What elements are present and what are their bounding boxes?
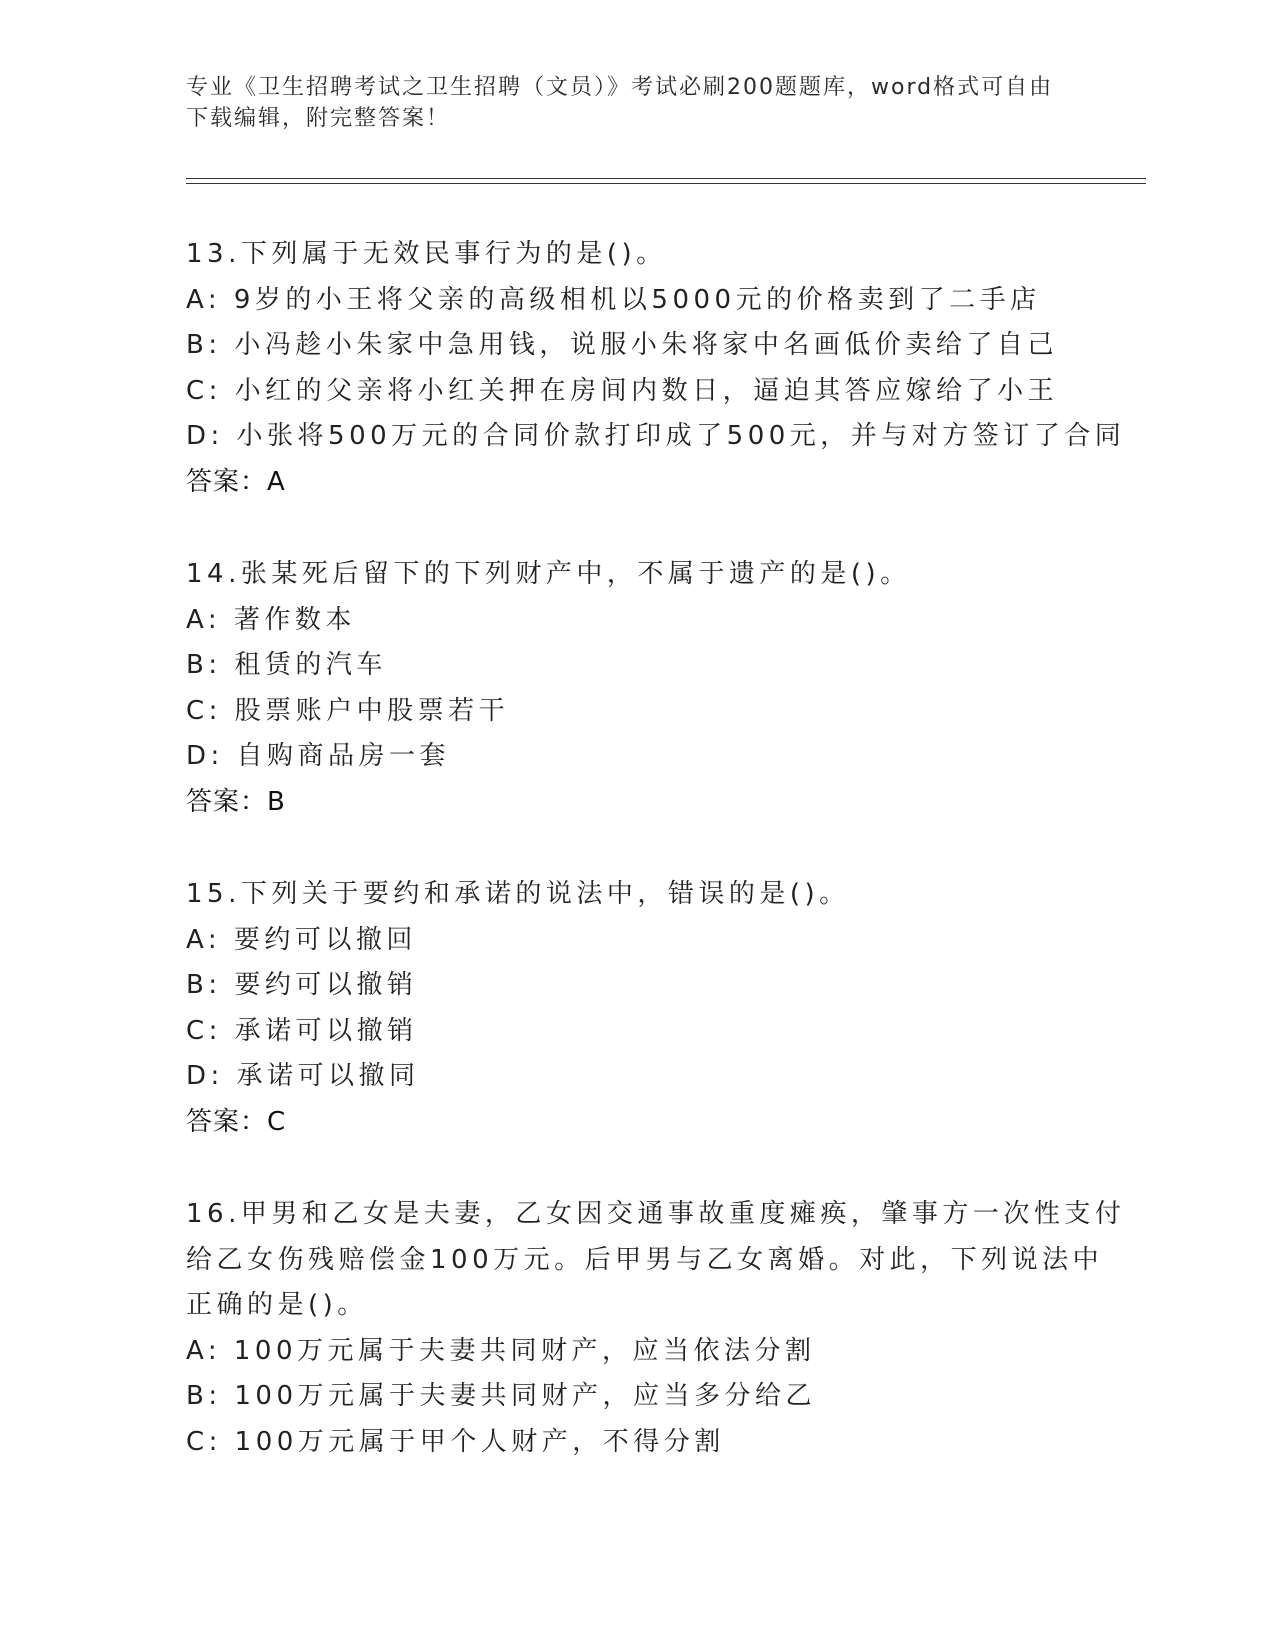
question-stem-line-3: 正确的是()。	[186, 1290, 368, 1320]
option-b: B: 租赁的汽车	[186, 650, 387, 680]
option-d: D: 承诺可以撤同	[186, 1061, 420, 1091]
answer: 答案：C	[186, 1106, 287, 1137]
option-d: D: 小张将500万元的合同价款打印成了500元，并与对方签订了合同	[186, 421, 1126, 451]
option-c: C: 承诺可以撤销	[186, 1015, 418, 1046]
answer: 答案：A	[186, 466, 286, 497]
option-b: B: 100万元属于夫妻共同财产，应当多分给乙	[186, 1381, 816, 1411]
document-intro: 专业《卫生招聘考试之卫生招聘（文员）》考试必刷200题题库，word格式可自由下载编辑，附完整答案！	[186, 75, 1054, 131]
header-divider-top	[186, 178, 1146, 179]
question-stem-line-2: 给乙女伤残赔偿金100万元。后甲男与乙女离婚。对此，下列说法中	[186, 1244, 1104, 1275]
question-stem: 13.下列属于无效民事行为的是()。	[186, 239, 667, 269]
option-a: A: 要约可以撤回	[186, 924, 417, 955]
option-a: A: 100万元属于夫妻共同财产，应当依法分割	[186, 1335, 816, 1366]
option-c: C: 股票账户中股票若干	[186, 695, 510, 726]
question-stem-line-1: 16.甲男和乙女是夫妻，乙女因交通事故重度瘫痪，肇事方一次性支付	[186, 1199, 1126, 1229]
header-divider-bottom	[186, 183, 1146, 184]
option-a: A: 著作数本	[186, 604, 356, 635]
answer: 答案：B	[186, 786, 286, 817]
question-14	[186, 552, 1086, 825]
option-d: D: 自购商品房一套	[186, 741, 451, 771]
option-b: B: 小冯趁小朱家中急用钱，说服小朱将家中名画低价卖给了自己	[186, 330, 1058, 360]
question-stem: 15.下列关于要约和承诺的说法中，错误的是()。	[186, 879, 850, 909]
option-b: B: 要约可以撤销	[186, 970, 418, 1000]
question-15	[186, 872, 1086, 1145]
option-c: C: 100万元属于甲个人财产，不得分割	[186, 1426, 725, 1457]
question-16	[186, 1192, 1126, 1465]
option-c: C: 小红的父亲将小红关押在房间内数日，逼迫其答应嫁给了小王	[186, 375, 1059, 406]
question-13	[186, 232, 1126, 505]
option-a: A: 9岁的小王将父亲的高级相机以5000元的价格卖到了二手店	[186, 284, 1041, 315]
question-stem: 14.张某死后留下的下列财产中，不属于遗产的是()。	[186, 559, 911, 589]
